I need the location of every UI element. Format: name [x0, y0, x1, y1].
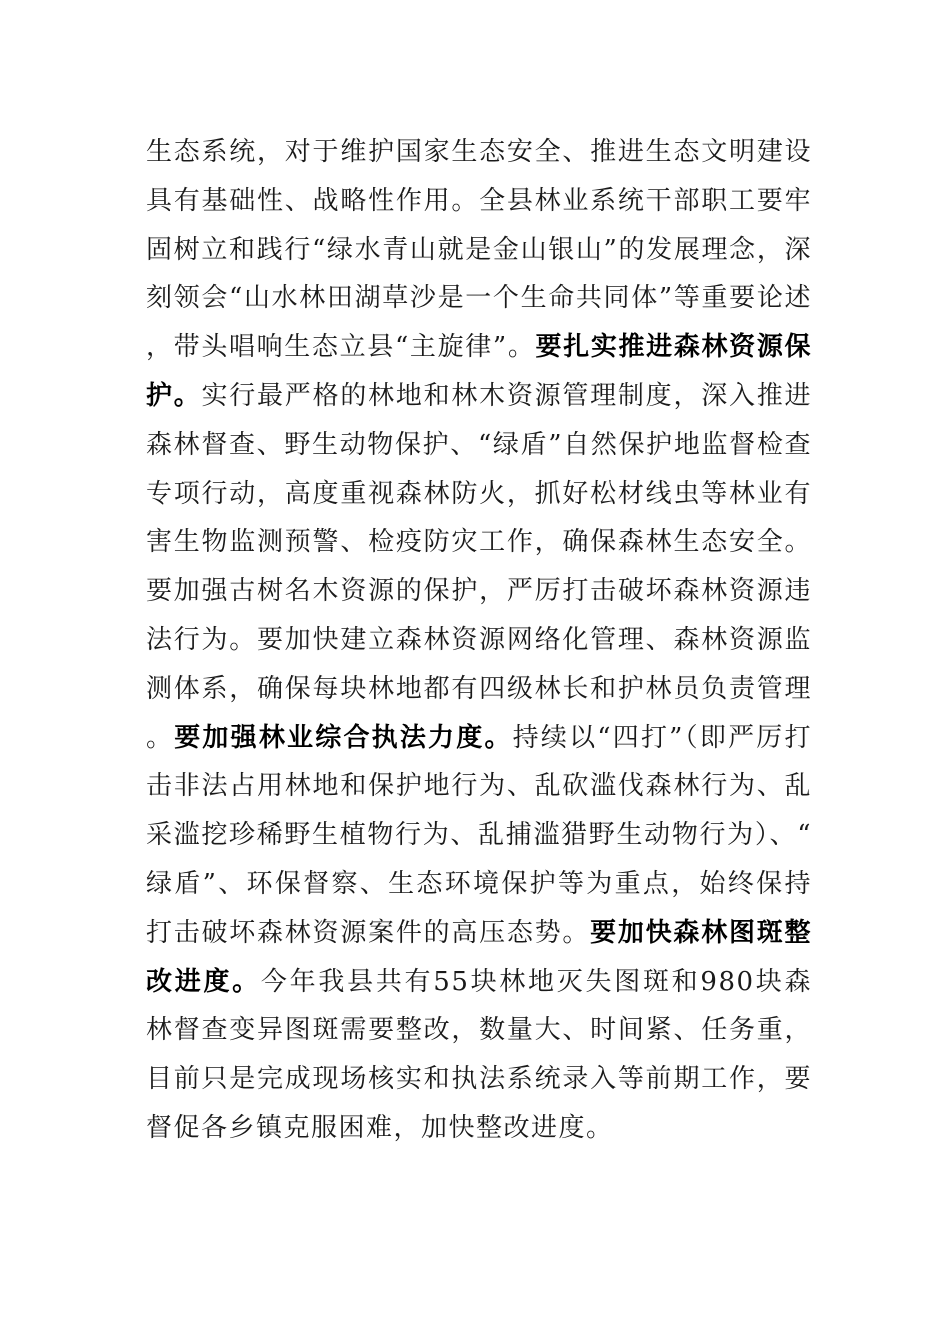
paragraph-text: 生态系统，对于维护国家生态安全、推进生态文明建设具有基础性、战略性作用。全县林业系统干部职工要牢固树立和践行“绿水青山就是金山银山”的发展理念，深刻领会“山水林田湖草沙是一个生命共同体”等重要论述，带头唱响生态立县“主旋律”。	[146, 137, 812, 363]
bold-heading-forest-protection: 要扎实推进森林资源保护。	[146, 332, 812, 411]
bold-heading-patch-rectification: 要加快森林图斑整改进度。	[146, 917, 812, 997]
paragraph-text: 实行最严格的林地和林木资源管理制度，深入推进森林督查、野生动物保护、“绿盾”自然保护地监督检查专项行动，高度重视森林防火，抓好松材线虫等林业有害生物监测预警、检疫防灾工作，确保森林生态安全。要加强古树名木资源的保护，严厉打击破坏森林资源违法行为。要加快建立森林资源网络化管理、森林资源监测体系，确保每块林地都有四级林长和护林员负责管理。	[146, 380, 812, 753]
body-paragraph	[146, 128, 812, 1153]
paragraph-text: 持续以“四打”（即严厉打击非法占用林地和保护地行为、乱砍滥伐森林行为、乱采滥挖珍稀野生植物行为、乱捕滥猎野生动物行为）、“绿盾”、环保督察、生态环境保护等为重点，始终保持打击破坏森林资源案件的高压态势。	[146, 722, 812, 948]
bold-heading-law-enforcement: 要加强林业综合执法力度。	[174, 722, 513, 753]
paragraph-text: 今年我县共有55块林地灭失图斑和980块森林督查变异图斑需要整改，数量大、时间紧、任务重，目前只是完成现场核实和执法系统录入等前期工作，要督促各乡镇克服困难，加快整改进度。	[146, 966, 812, 1143]
